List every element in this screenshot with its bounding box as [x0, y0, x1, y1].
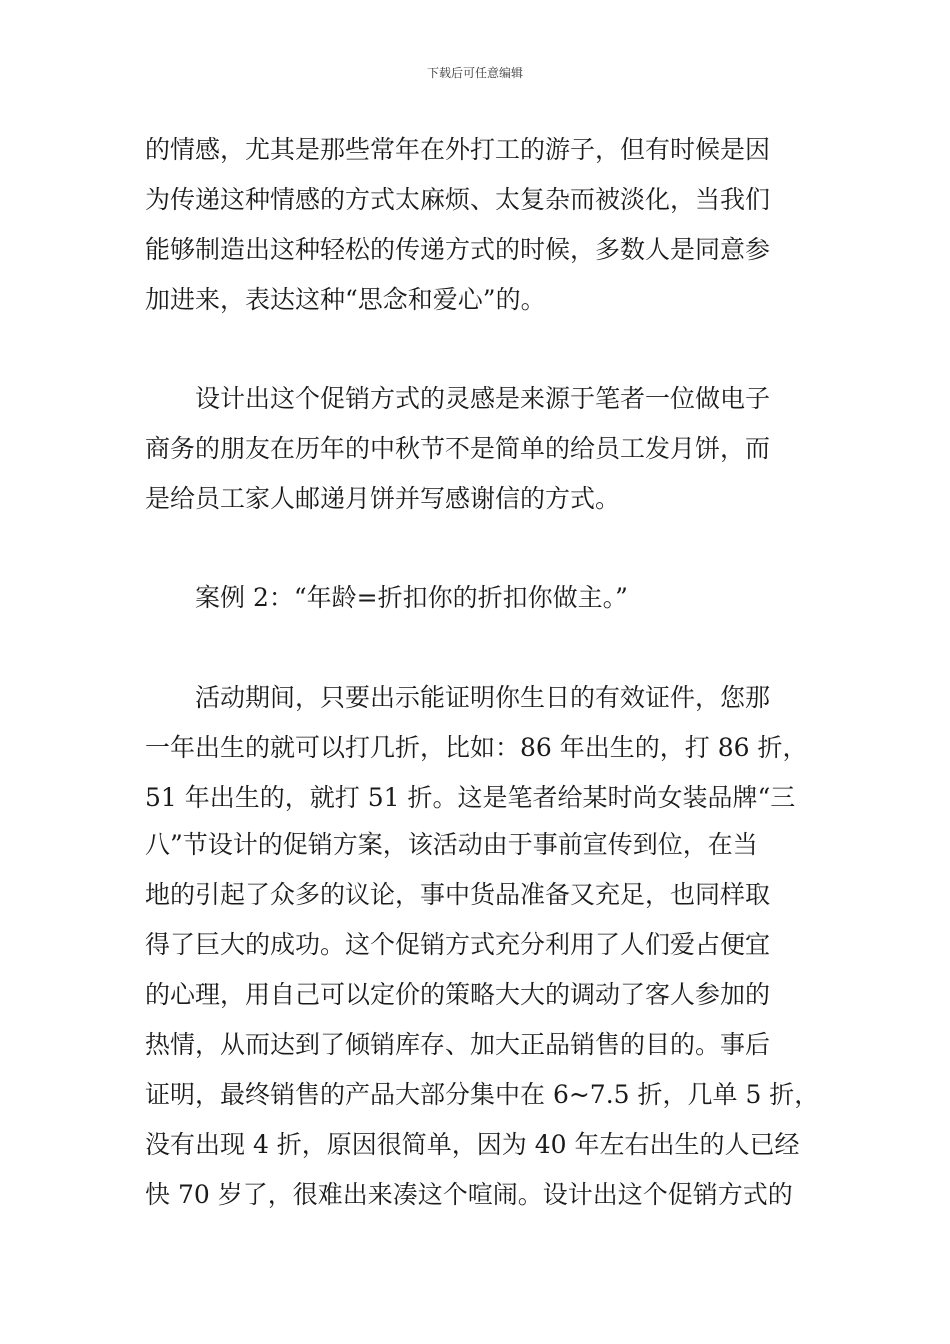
paragraph-line: 商务的朋友在历年的中秋节不是简单的给员工发月饼，而 [145, 434, 771, 463]
paragraph-line: 是给员工家人邮递月饼并写感谢信的方式。 [145, 484, 621, 513]
paragraph-line: 得了巨大的成功。这个促销方式充分利用了人们爱占便宜 [145, 930, 771, 959]
paragraph-line: 为传递这种情感的方式太麻烦、太复杂而被淡化，当我们 [145, 185, 771, 214]
case-heading: 案例 2：“年龄=折扣你的折扣你做主。” [195, 583, 628, 612]
paragraph-line: 一年出生的就可以打几折，比如：86 年出生的，打 86 折， [145, 733, 808, 762]
paragraph-line: 的情感，尤其是那些常年在外打工的游子，但有时候是因 [145, 135, 771, 164]
paragraph-line: 证明，最终销售的产品大部分集中在 6~7.5 折，几单 5 折， [145, 1080, 820, 1109]
paragraph-line: 51 年出生的，就打 51 折。这是笔者给某时尚女装品牌“三 [145, 783, 796, 812]
paragraph-line: 热情，从而达到了倾销库存、加大正品销售的目的。事后 [145, 1030, 771, 1059]
page-header: 下载后可任意编辑 [426, 66, 523, 80]
paragraph-line: 地的引起了众多的议论，事中货品准备又充足，也同样取 [145, 880, 771, 909]
paragraph-line: 快 70 岁了，很难出来凑这个喧闹。设计出这个促销方式的 [145, 1180, 793, 1209]
paragraph-line: 活动期间，只要出示能证明你生日的有效证件，您那 [195, 683, 771, 712]
paragraph-line: 加进来，表达这种“思念和爱心”的。 [145, 285, 546, 314]
paragraph-line: 的心理，用自己可以定价的策略大大的调动了客人参加的 [145, 980, 771, 1009]
paragraph-line: 八”节设计的促销方案，该活动由于事前宣传到位，在当 [145, 830, 758, 859]
paragraph-line: 设计出这个促销方式的灵感是来源于笔者一位做电子 [195, 384, 771, 413]
paragraph-line: 没有出现 4 折，原因很简单，因为 40 年左右出生的人已经 [145, 1130, 800, 1159]
paragraph-line: 能够制造出这种轻松的传递方式的时候，多数人是同意参 [145, 235, 771, 264]
